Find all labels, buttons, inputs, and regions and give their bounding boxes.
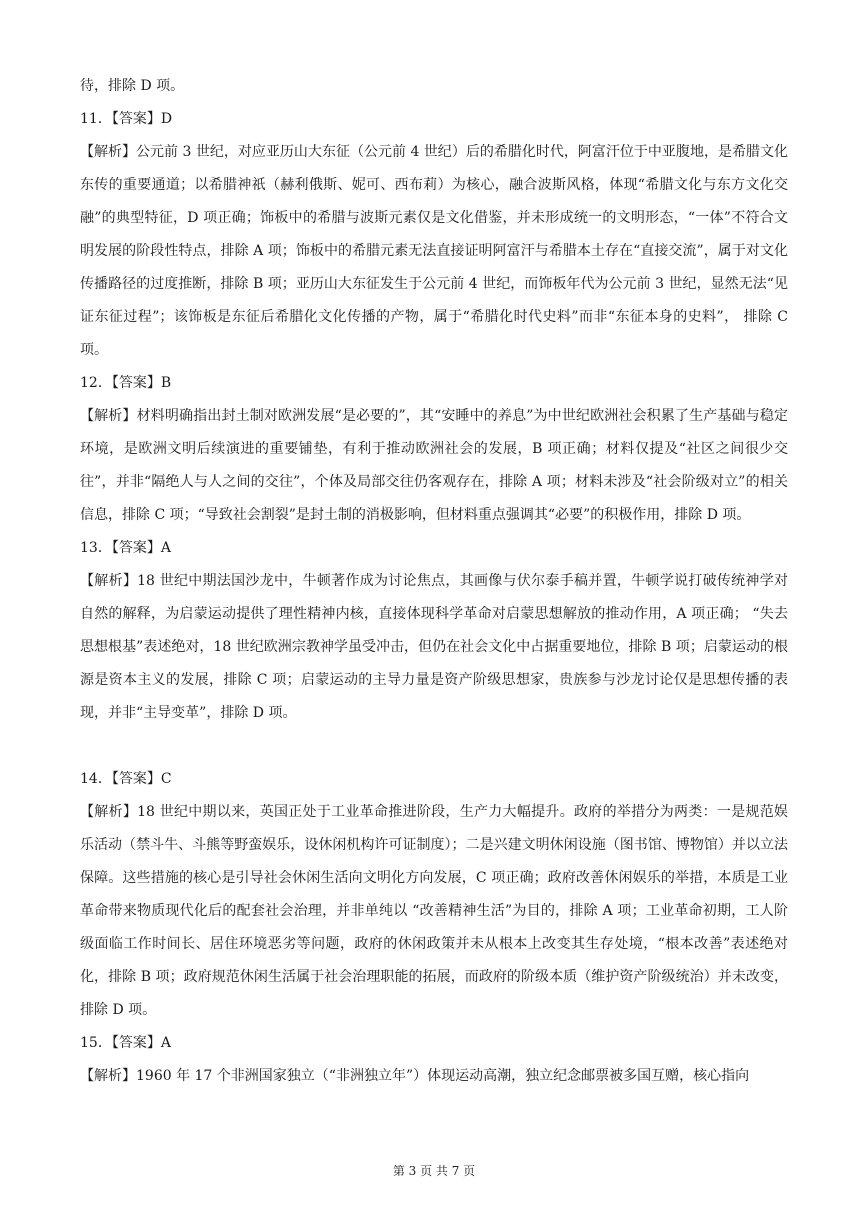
analysis-15: 【解析】1960 年 17 个非洲国家独立（“非洲独立年”）体现运动高潮，独立纪念邮票被多国互赠，核心指向: [80, 1068, 750, 1084]
answer-explanations: [80, 70, 788, 1093]
analysis-12: 【解析】材料明确指出封土制对欧洲发展“是必要的”，其“安睡中的养息”为中世纪欧洲社会积累了生产基础与稳定环境，是欧洲文明后续演进的重要铺垫，有利于推动欧洲社会的发展，B 项正确；材料仅提及“社区之间很少交往”，并非“隔绝人与人之间的交往”，个体及局部交往仍客观存在，排除 A 项；材料未涉及“社会阶级对立”的相关信息，排除 C 项；“导致社会割裂”是封土制的消极影响，但材料重点强调其“必要”的积极作用，排除 D 项。: [80, 408, 788, 523]
analysis-13: 【解析】18 世纪中期法国沙龙中，牛顿著作成为讨论焦点，其画像与伏尔泰手稿并置，牛顿学说打破传统神学对自然的解释，为启蒙运动提供了理性精神内核，直接体现科学革命对启蒙思想解放的推动作用，A 项正确； “失去思想根基”表述绝对，18 世纪欧洲宗教神学虽受冲击，但仍在社会文化中占据重要地位，排除 B 项；启蒙运动的根源是资本主义的发展，排除 C 项；启蒙运动的主导力量是资产阶级思想家，贵族参与沙龙讨论仅是思想传播的表现，并非“主导变革”，排除 D 项。: [80, 573, 788, 721]
answer-14: 14．【答案】C: [80, 771, 172, 787]
page-number: 第 3 页 共 7 页: [392, 1164, 476, 1178]
analysis-11: 【解析】公元前 3 世纪，对应亚历山大东征（公元前 4 世纪）后的希腊化时代，阿富汗位于中亚腹地，是希腊文化东传的重要通道；以希腊神祇（赫利俄斯、妮可、西布莉）为核心，融合波斯风格，体现“希腊文化与东方文化交融”的典型特征，D 项正确；饰板中的希腊与波斯元素仅是文化借鉴，并未形成统一的文明形态，“一体”不符合文明发展的阶段性特点，排除 A 项；饰板中的希腊元素无法直接证明阿富汗与希腊本土存在“直接交流”，属于对文化传播路径的过度推断，排除 B 项；亚历山大东征发生于公元前 4 世纪，而饰板年代为公元前 3 世纪，显然无法“见证东征过程”；该饰板是东征后希腊化文化传播的产物，属于“希腊化时代史料”而非“东征本身的史料”， 排除 C 项。: [80, 144, 788, 358]
answer-12: 12．【答案】B: [80, 375, 172, 391]
blank-line: [80, 730, 788, 763]
answer-13: 13．【答案】A: [80, 540, 171, 556]
analysis-14: 【解析】18 世纪中期以来，英国正处于工业革命推进阶段，生产力大幅提升。政府的举措分为两类：一是规范娱乐活动（禁斗牛、斗熊等野蛮娱乐，设休闲机构许可证制度）；二是兴建文明休闲设施（图书馆、博物馆）并以立法保障。这些措施的核心是引导社会休闲生活向文明化方向发展，C 项正确；政府改善休闲娱乐的举措，本质是工业革命带来物质现代化后的配套社会治理，并非单纯以 “改善精神生活”为目的，排除 A 项；工业革命初期，工人阶级面临工作时间长、居住环境恶劣等问题，政府的休闲政策并未从根本上改变其生存处境，“根本改善”表述绝对化，排除 B 项；政府规范休闲生活属于社会治理职能的拓展，而政府的阶级本质（维护资产阶级统治）并未改变，排除 D 项。: [80, 804, 788, 1018]
answer-11: 11．【答案】D: [80, 111, 173, 127]
answer-15: 15．【答案】A: [80, 1035, 171, 1051]
intro-text: 待，排除 D 项。: [80, 78, 185, 94]
